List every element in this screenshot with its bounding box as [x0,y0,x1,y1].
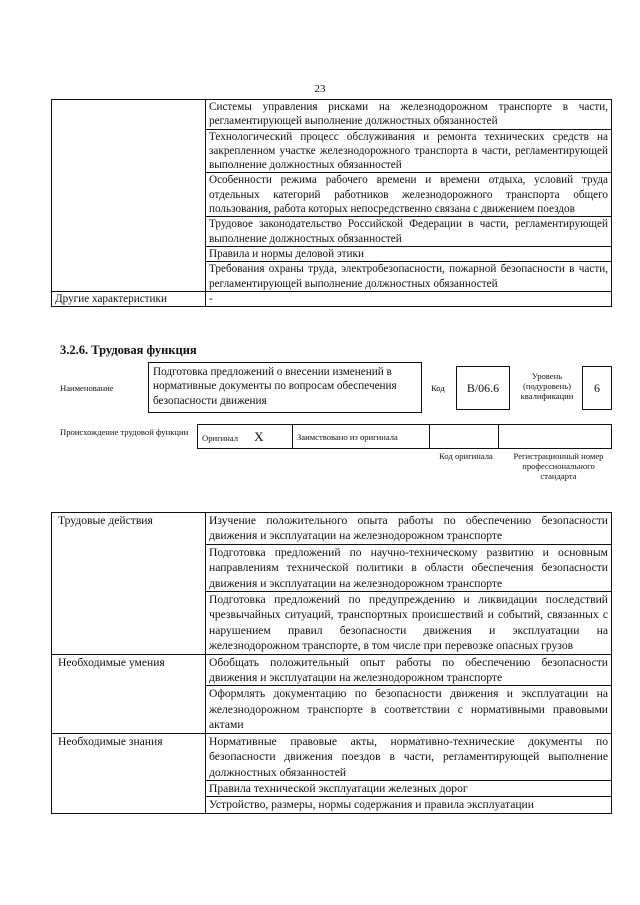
section-heading: 3.2.6. Трудовая функция [60,343,197,357]
skill-item: Оформлять документацию по безопасности движения и эксплуатации на железнодорожном транспорте в соответствии с нормативными правовыми актами [206,686,612,733]
code-value-box: B/06.6 [456,366,510,410]
labor-action-item: Изучение положительного опыта работы по обеспечению безопасности движения и эксплуатации на железнодорожном транспорте [206,513,612,545]
knowledge-item: Правила технической эксплуатации железных дорог [206,780,612,796]
knowledge-continuation-table [51,99,612,307]
origin-label: Происхождение трудовой функции [60,427,189,437]
labor-action-item: Подготовка предложений по научно-техническому развитию и основным направлениям технической политики в области обеспечения безопасности движения и эксплуатации на железнодорожном транспорте [206,544,612,591]
knowledge-item: Устройство, размеры, нормы содержания и правила эксплуатации [206,797,612,813]
labor-action-item: Подготовка предложений по предупреждению и ликвидации последствий чрезвычайных ситуаций, транспортных происшествий и событий, связанных с нарушением правил безопасности движения и эксплуатации на железнодорожном транспорте, в том числе при перевозке опасных грузов [206,592,612,655]
qualification-level-label: Уровень (подуровень) квалификации [520,371,574,401]
labor-actions-label: Трудовые действия [52,513,206,655]
function-name-box: Подготовка предложений о внесении изменений в нормативные документы по вопросам обеспечения безопасности движения [148,362,422,413]
original-label: Оригинал [202,432,239,443]
knowledge-item: Нормативные правовые акты, нормативно-технические документы по безопасности движения поездов в части, регламентирующей выполнение должностных обязанностей [206,733,612,780]
knowledge-item: Технологический процесс обслуживания и ремонта технических средств на закрепленном участке железнодорожного транспорта в части, регламентирующей выполнение должностных обязанностей [206,129,612,173]
page-number: 23 [314,83,326,95]
knowledge-item: Системы управления рисками на железнодорожном транспорте в части, регламентирующей выполнение должностных обязанностей [206,100,612,130]
original-mark: X [254,428,264,444]
original-code-cell [430,425,499,449]
code-original-label: Код оригинала [439,451,493,461]
reg-number-label: Регистрационный номер профессионального стандарта [513,451,604,481]
qualification-level-box: 6 [582,366,612,410]
name-label: Наименование [60,383,114,393]
reg-number-cell [499,425,612,449]
empty-category-cell [52,100,206,292]
borrowed-label: Заимствовано из оригинала [293,425,430,449]
knowledge-item: Требования охраны труда, электробезопасности, пожарной безопасности в части, регламентирующей выполнение должностных обязанностей [206,262,612,292]
origin-row [197,424,612,449]
other-characteristics-value: - [206,291,612,306]
knowledge-item: Правила и нормы деловой этики [206,246,612,261]
original-cell [198,425,293,449]
labor-function-table [51,512,612,814]
other-characteristics-label: Другие характеристики [52,291,206,306]
skill-item: Обобщать положительный опыт работы по обеспечению безопасности движения и эксплуатации на железнодорожном транспорте [206,654,612,686]
knowledge-item: Особенности режима рабочего времени и времени отдыха, условий труда отдельных категорий работников железнодорожного транспорта общего пользования, работа которых непосредственно связана с движением поездов [206,173,612,217]
skills-label: Необходимые умения [52,654,206,733]
knowledge-label: Необходимые знания [52,733,206,813]
knowledge-item: Трудовое законодательство Российской Федерации в части, регламентирующей выполнение должностных обязанностей [206,217,612,247]
code-label: Код [431,383,445,393]
